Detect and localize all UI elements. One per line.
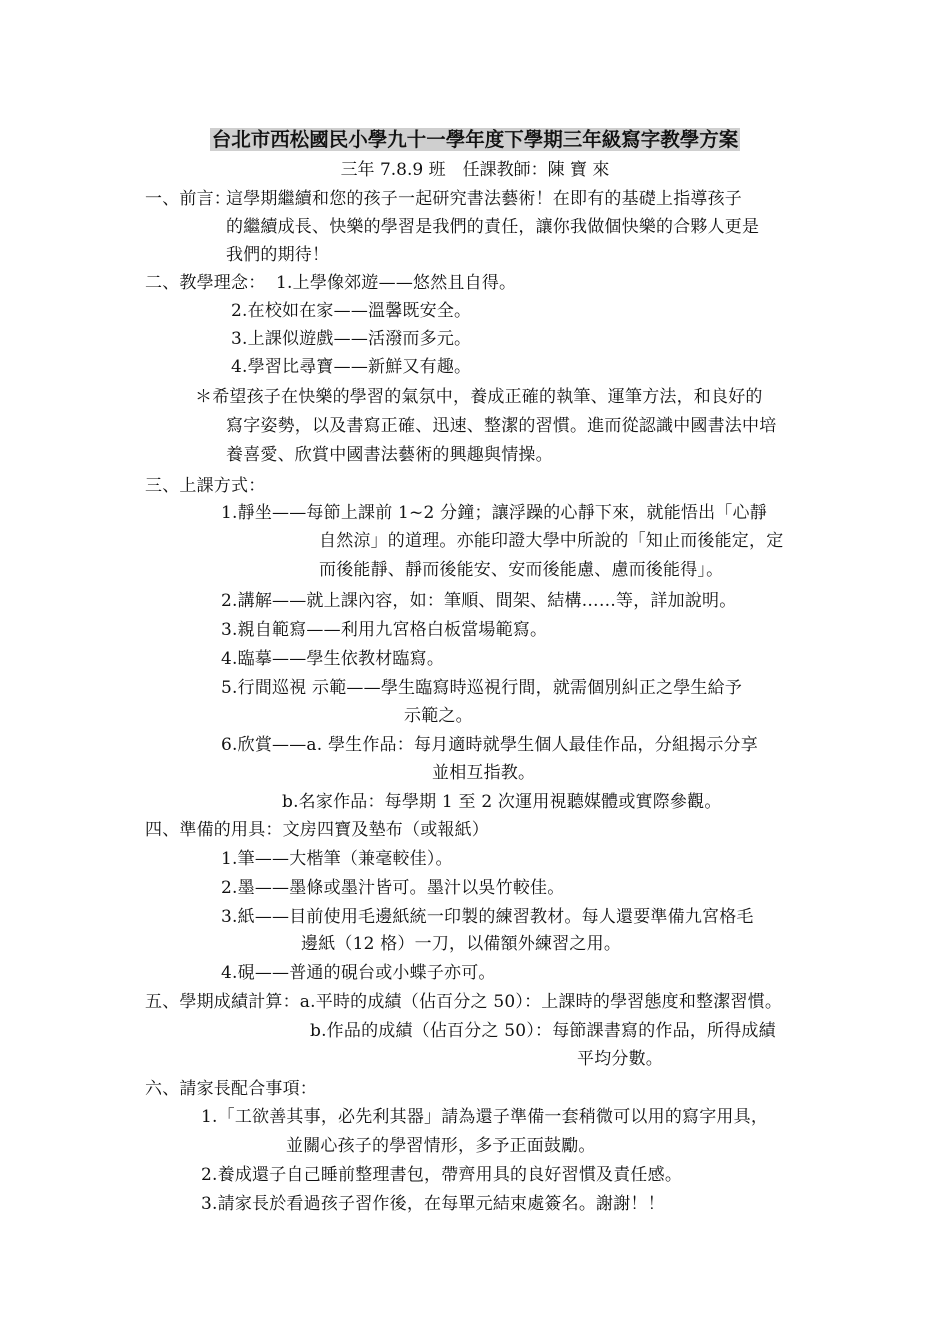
method-item: 示範之。 — [404, 706, 473, 726]
parent-item: 3.請家長於看過孩子習作後，在每單元結束處簽名。謝謝！！ — [201, 1194, 665, 1214]
method-item: 3.親自範寫——利用九宮格白板當場範寫。 — [221, 620, 548, 640]
method-item: 6.欣賞——a. 學生作品：每月適時就學生個人最佳作品，分組揭示分享 — [221, 735, 758, 755]
philosophy-item: 3.上課似遊戲——活潑而多元。 — [231, 329, 472, 349]
title-text: 台北市西松國民小學九十一學年度下學期三年級寫字教學方案 — [211, 128, 739, 151]
philosophy-item: 2.在校如在家——溫馨既安全。 — [231, 301, 472, 321]
philosophy-item: 1.上學像郊遊——悠然且自得。 — [276, 273, 517, 293]
section-1-line: 這學期繼續和您的孩子一起研究書法藝術！在即有的基礎上指導孩子 — [226, 189, 742, 209]
parent-item: 並關心孩子的學習情形，多予正面鼓勵。 — [286, 1136, 596, 1156]
method-item: 自然涼」的道理。亦能印證大學中所說的「知止而後能定，定 — [319, 531, 784, 551]
supply-item: 4.硯——普通的硯台或小蝶子亦可。 — [221, 963, 496, 983]
section-6-heading: 六、請家長配合事項： — [145, 1079, 317, 1099]
method-item: 4.臨摹——學生依教材臨寫。 — [221, 649, 445, 669]
philosophy-note: 養喜愛、欣賞中國書法藝術的興趣與情操。 — [226, 445, 553, 465]
grading-item: b.作品的成績（佔百分之 50）：每節課書寫的作品，所得成績 — [310, 1021, 776, 1041]
method-item: 而後能靜、靜而後能安、安而後能慮、慮而後能得」。 — [319, 560, 724, 580]
section-2-heading: 二、教學理念： — [145, 273, 266, 293]
section-4-heading: 四、準備的用具：文房四寶及墊布（或報紙） — [145, 820, 489, 840]
method-item: 5.行間巡視 示範——學生臨寫時巡視行間，就需個別糾正之學生給予 — [221, 678, 743, 698]
philosophy-item: 4.學習比尋寶——新鮮又有趣。 — [231, 357, 472, 377]
section-1-line: 我們的期待！ — [226, 245, 330, 265]
philosophy-note: ＊希望孩子在快樂的學習的氣氛中，養成正確的執筆、運筆方法，和良好的 — [195, 387, 763, 407]
parent-item: 1.「工欲善其事，必先利其器」請為還子準備一套稍微可以用的寫字用具， — [201, 1107, 769, 1127]
supply-item: 邊紙（12 格）一刀，以備額外練習之用。 — [301, 934, 622, 954]
section-1-line: 的繼續成長、快樂的學習是我們的責任，讓你我做個快樂的合夥人更是 — [226, 217, 760, 237]
supply-item: 3.紙——目前使用毛邊紙統一印製的練習教材。每人還要準備九宮格毛 — [221, 907, 754, 927]
method-item: 1.靜坐——每節上課前 1~2 分鐘；讓浮躁的心靜下來，就能悟出「心靜 — [221, 503, 767, 523]
parent-item: 2.養成還子自己睡前整理書包，帶齊用具的良好習慣及責任感。 — [201, 1165, 683, 1185]
supply-item: 1.筆——大楷筆（兼毫較佳）。 — [221, 849, 453, 869]
class-teacher-line: 三年 7.8.9 班 任課教師：陳 寶 來 — [340, 160, 610, 180]
section-3-heading: 三、上課方式： — [145, 476, 266, 496]
section-5-heading: 五、學期成績計算：a.平時的成績（佔百分之 50）：上課時的學習態度和整潔習慣。 — [145, 992, 783, 1012]
method-item: b.名家作品：每學期 1 至 2 次運用視聽媒體或實際參觀。 — [282, 792, 722, 812]
supply-item: 2.墨——墨條或墨汁皆可。墨汁以吳竹較佳。 — [221, 878, 565, 898]
philosophy-note: 寫字姿勢，以及書寫正確、迅速、整潔的習慣。進而從認識中國書法中培 — [226, 416, 777, 436]
method-item: 並相互指教。 — [432, 763, 536, 783]
document-title — [0, 126, 950, 154]
method-item: 2.講解——就上課內容，如：筆順、間架、結構……等，詳加說明。 — [221, 591, 737, 611]
section-1-heading: 一、前言： — [145, 189, 231, 209]
grading-item: 平均分數。 — [577, 1049, 663, 1069]
